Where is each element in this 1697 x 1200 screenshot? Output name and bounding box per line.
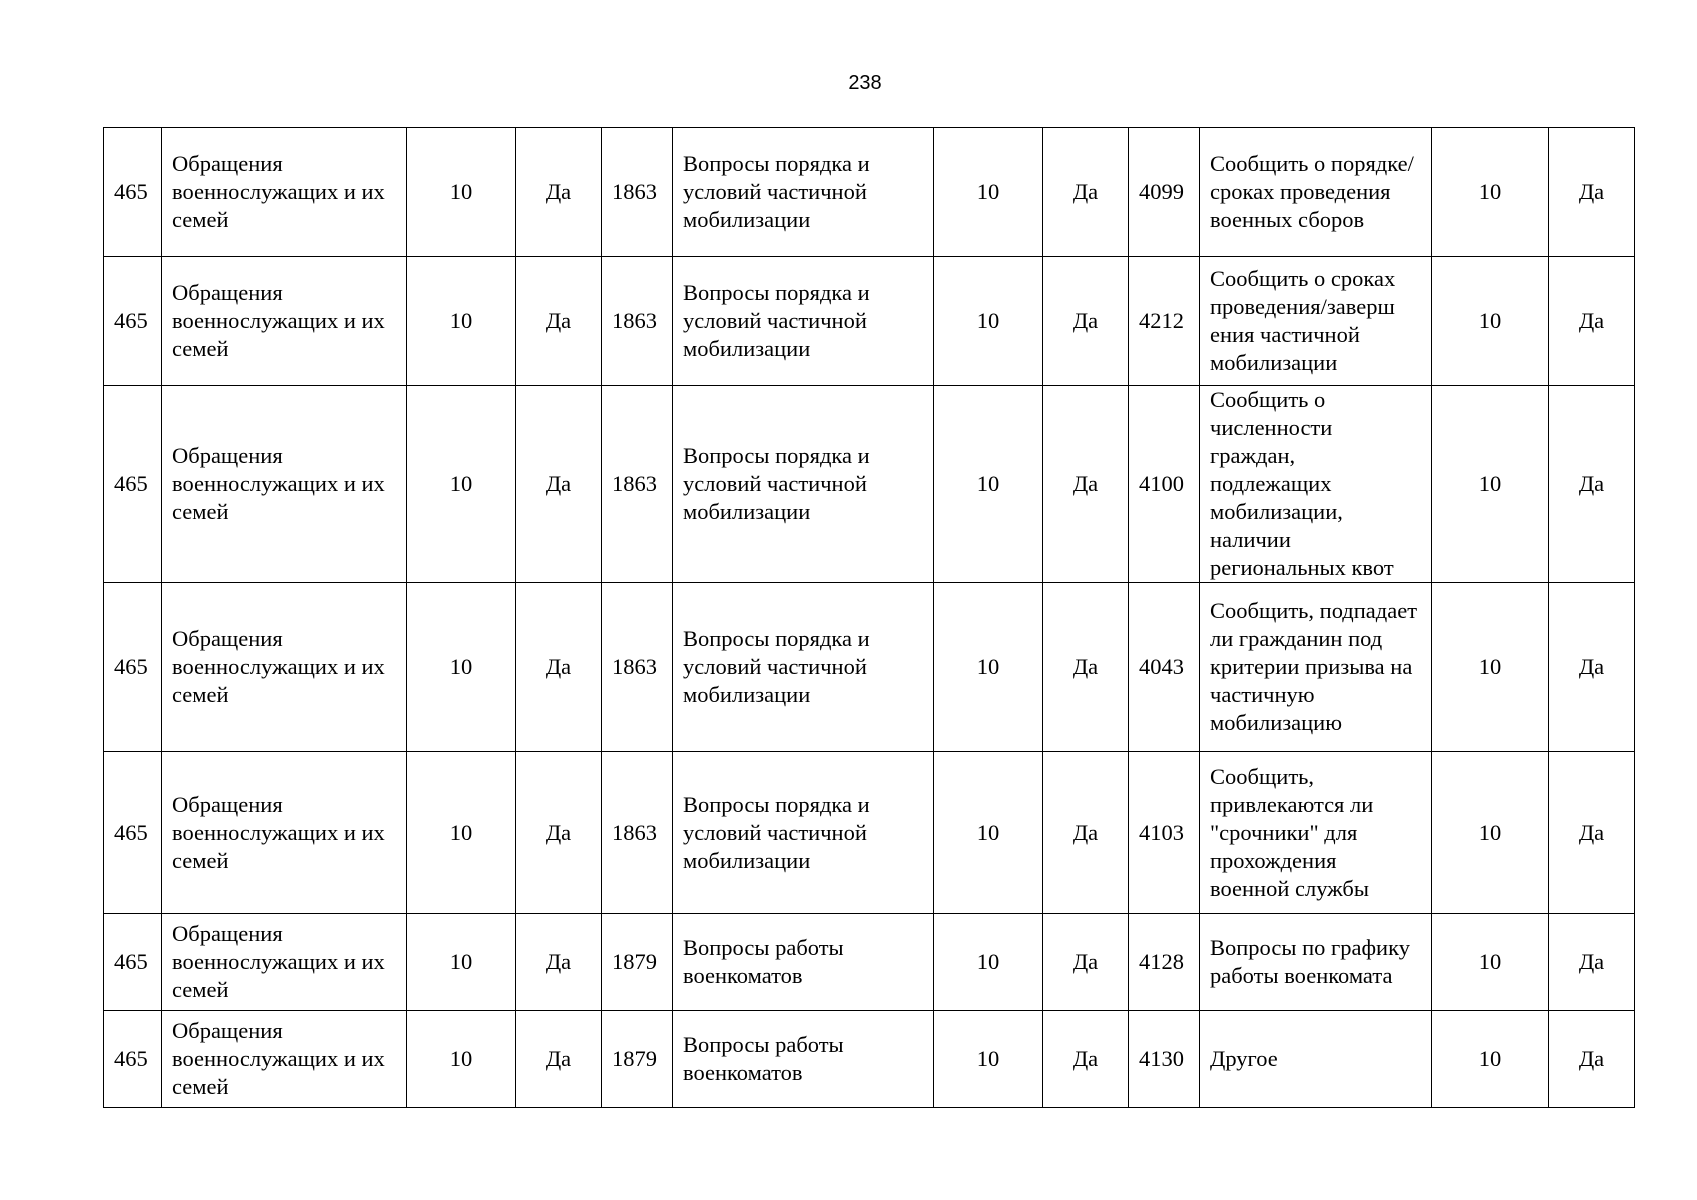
topic-title-cell: Вопросы по графику работы военкомата (1200, 914, 1432, 1011)
subcategory-code-cell: 1879 (602, 1011, 673, 1108)
category-value-cell: 10 (407, 583, 516, 752)
topic-title-cell: Другое (1200, 1011, 1432, 1108)
category-title-cell: Обращения военнослужащих и их семей (162, 257, 407, 386)
category-value-cell: 10 (407, 128, 516, 257)
topic-flag-cell: Да (1549, 914, 1635, 1011)
subcategory-flag-cell: Да (1043, 386, 1129, 583)
topic-code-cell: 4130 (1129, 1011, 1200, 1108)
topic-code-cell: 4099 (1129, 128, 1200, 257)
category-value-cell: 10 (407, 257, 516, 386)
category-value-cell: 10 (407, 914, 516, 1011)
subcategory-code-cell: 1879 (602, 914, 673, 1011)
category-code-cell: 465 (104, 583, 162, 752)
subcategory-title-cell: Вопросы порядка и условий частичной мобилизации (673, 583, 934, 752)
subcategory-title-cell: Вопросы порядка и условий частичной мобилизации (673, 386, 934, 583)
table-row (104, 914, 1635, 1011)
table-body (104, 128, 1635, 1108)
subcategory-code-cell: 1863 (602, 583, 673, 752)
subcategory-value-cell: 10 (934, 128, 1043, 257)
subcategory-flag-cell: Да (1043, 583, 1129, 752)
table-row (104, 583, 1635, 752)
subcategory-title-cell: Вопросы порядка и условий частичной мобилизации (673, 752, 934, 914)
topic-value-cell: 10 (1432, 752, 1549, 914)
table-row (104, 1011, 1635, 1108)
subcategory-flag-cell: Да (1043, 752, 1129, 914)
category-flag-cell: Да (516, 257, 602, 386)
subcategory-flag-cell: Да (1043, 128, 1129, 257)
category-flag-cell: Да (516, 1011, 602, 1108)
topic-value-cell: 10 (1432, 257, 1549, 386)
category-title-cell: Обращения военнослужащих и их семей (162, 914, 407, 1011)
topic-flag-cell: Да (1549, 583, 1635, 752)
category-title-cell: Обращения военнослужащих и их семей (162, 752, 407, 914)
subcategory-code-cell: 1863 (602, 752, 673, 914)
category-title-cell: Обращения военнослужащих и их семей (162, 1011, 407, 1108)
subcategory-flag-cell: Да (1043, 1011, 1129, 1108)
topic-value-cell: 10 (1432, 128, 1549, 257)
subcategory-title-cell: Вопросы работы военкоматов (673, 914, 934, 1011)
category-title-cell: Обращения военнослужащих и их семей (162, 386, 407, 583)
category-code-cell: 465 (104, 752, 162, 914)
topic-value-cell: 10 (1432, 583, 1549, 752)
subcategory-value-cell: 10 (934, 386, 1043, 583)
category-code-cell: 465 (104, 128, 162, 257)
data-table (103, 127, 1635, 1108)
topic-value-cell: 10 (1432, 914, 1549, 1011)
topic-flag-cell: Да (1549, 257, 1635, 386)
category-value-cell: 10 (407, 386, 516, 583)
category-flag-cell: Да (516, 128, 602, 257)
subcategory-title-cell: Вопросы работы военкоматов (673, 1011, 934, 1108)
topic-value-cell: 10 (1432, 386, 1549, 583)
topic-title-cell: Сообщить, подпадает ли гражданин под критерии призыва на частичную мобилизацию (1200, 583, 1432, 752)
topic-title-cell: Сообщить, привлекаются ли "срочники" для прохождения военной службы (1200, 752, 1432, 914)
subcategory-value-cell: 10 (934, 583, 1043, 752)
table-row (104, 386, 1635, 583)
subcategory-flag-cell: Да (1043, 914, 1129, 1011)
table-row (104, 752, 1635, 914)
subcategory-value-cell: 10 (934, 752, 1043, 914)
table-row (104, 257, 1635, 386)
subcategory-title-cell: Вопросы порядка и условий частичной мобилизации (673, 128, 934, 257)
category-value-cell: 10 (407, 1011, 516, 1108)
topic-title-cell: Сообщить о численности граждан, подлежащих мобилизации, наличии региональных квот (1200, 386, 1432, 583)
category-code-cell: 465 (104, 386, 162, 583)
topic-code-cell: 4103 (1129, 752, 1200, 914)
category-code-cell: 465 (104, 914, 162, 1011)
topic-title-cell: Сообщить о порядке/сроках проведения военных сборов (1200, 128, 1432, 257)
topic-title-cell: Сообщить о сроках проведения/заверш ения частичной мобилизации (1200, 257, 1432, 386)
category-flag-cell: Да (516, 386, 602, 583)
subcategory-flag-cell: Да (1043, 257, 1129, 386)
topic-code-cell: 4100 (1129, 386, 1200, 583)
category-title-cell: Обращения военнослужащих и их семей (162, 128, 407, 257)
category-code-cell: 465 (104, 257, 162, 386)
topic-code-cell: 4212 (1129, 257, 1200, 386)
subcategory-code-cell: 1863 (602, 257, 673, 386)
topic-flag-cell: Да (1549, 128, 1635, 257)
table-row (104, 128, 1635, 257)
category-code-cell: 465 (104, 1011, 162, 1108)
topic-value-cell: 10 (1432, 1011, 1549, 1108)
category-flag-cell: Да (516, 583, 602, 752)
page-number: 238 (848, 72, 882, 94)
subcategory-code-cell: 1863 (602, 386, 673, 583)
category-flag-cell: Да (516, 752, 602, 914)
topic-code-cell: 4128 (1129, 914, 1200, 1011)
subcategory-value-cell: 10 (934, 914, 1043, 1011)
subcategory-value-cell: 10 (934, 257, 1043, 386)
subcategory-title-cell: Вопросы порядка и условий частичной мобилизации (673, 257, 934, 386)
category-value-cell: 10 (407, 752, 516, 914)
topic-flag-cell: Да (1549, 386, 1635, 583)
category-title-cell: Обращения военнослужащих и их семей (162, 583, 407, 752)
category-flag-cell: Да (516, 914, 602, 1011)
subcategory-value-cell: 10 (934, 1011, 1043, 1108)
topic-code-cell: 4043 (1129, 583, 1200, 752)
subcategory-code-cell: 1863 (602, 128, 673, 257)
topic-flag-cell: Да (1549, 1011, 1635, 1108)
topic-flag-cell: Да (1549, 752, 1635, 914)
